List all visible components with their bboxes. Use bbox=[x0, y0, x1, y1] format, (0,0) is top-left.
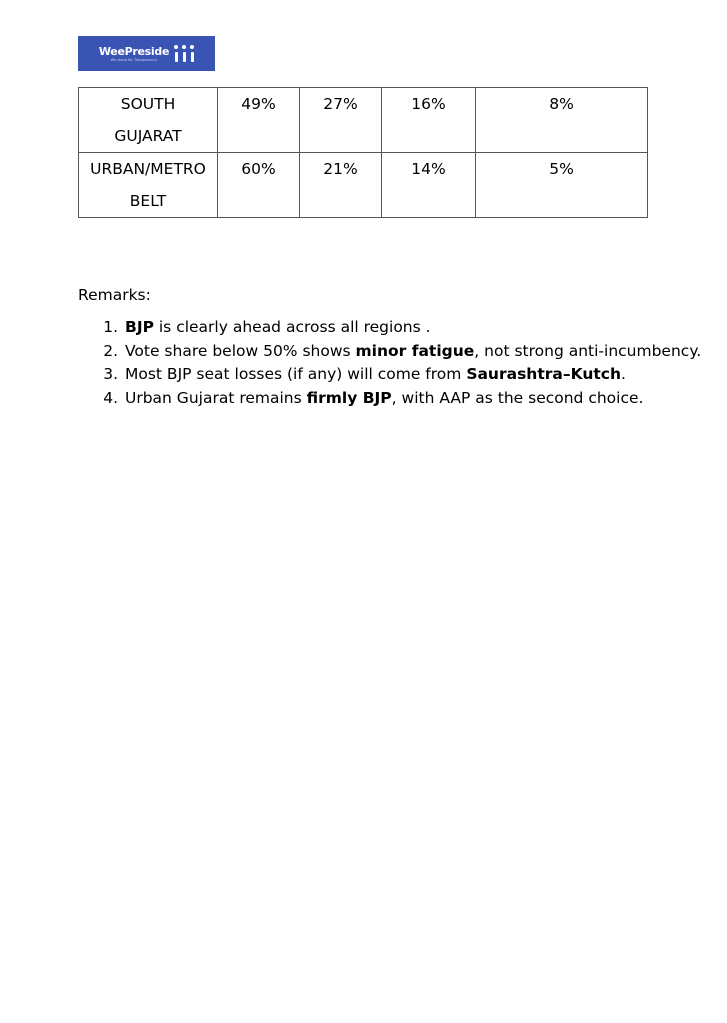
region-cell bbox=[79, 88, 218, 153]
value-cell: 5% bbox=[476, 153, 648, 218]
table-row bbox=[79, 153, 648, 218]
value-cell: 60% bbox=[218, 153, 300, 218]
remark-item bbox=[123, 340, 703, 364]
region-name: SOUTH bbox=[120, 95, 176, 113]
remark-emphasis: BJP bbox=[125, 318, 154, 336]
weepreside-logo bbox=[78, 36, 215, 71]
value-cell: 16% bbox=[382, 88, 476, 153]
value-cell: 27% bbox=[300, 88, 382, 153]
remark-emphasis: Saurashtra–Kutch bbox=[466, 365, 622, 383]
region-name: BELT bbox=[129, 192, 167, 210]
remark-text: , not strong anti-incumbency. bbox=[474, 341, 702, 360]
vote-share-table bbox=[78, 87, 648, 218]
region-cell bbox=[79, 153, 218, 218]
remark-text: Urban Gujarat remains bbox=[125, 388, 307, 407]
remarks-heading: Remarks: bbox=[78, 286, 151, 304]
remarks-list bbox=[78, 316, 703, 410]
region-name: URBAN/METRO bbox=[90, 160, 206, 178]
remark-emphasis: firmly BJP bbox=[306, 388, 392, 407]
logo-tagline: We stand for Transparency bbox=[110, 57, 158, 62]
logo-text bbox=[99, 46, 169, 62]
remark-item bbox=[123, 387, 703, 411]
logo-name: WeePreside bbox=[98, 44, 170, 58]
remark-emphasis: minor fatigue bbox=[355, 341, 475, 360]
value-cell: 49% bbox=[218, 88, 300, 153]
table-row bbox=[79, 88, 648, 153]
value-cell: 21% bbox=[300, 153, 382, 218]
remark-text: Most BJP seat losses (if any) will come from bbox=[125, 365, 467, 383]
remark-text: is clearly ahead across all regions . bbox=[153, 318, 431, 336]
remark-text: , with AAP as the second choice. bbox=[391, 388, 644, 407]
remark-item bbox=[123, 363, 703, 387]
value-cell: 8% bbox=[476, 88, 648, 153]
people-icon bbox=[174, 45, 194, 63]
remark-text: . bbox=[621, 365, 626, 383]
remark-item bbox=[123, 316, 703, 340]
value-cell: 14% bbox=[382, 153, 476, 218]
remark-text: Vote share below 50% shows bbox=[125, 341, 356, 360]
region-name: GUJARAT bbox=[114, 127, 182, 145]
